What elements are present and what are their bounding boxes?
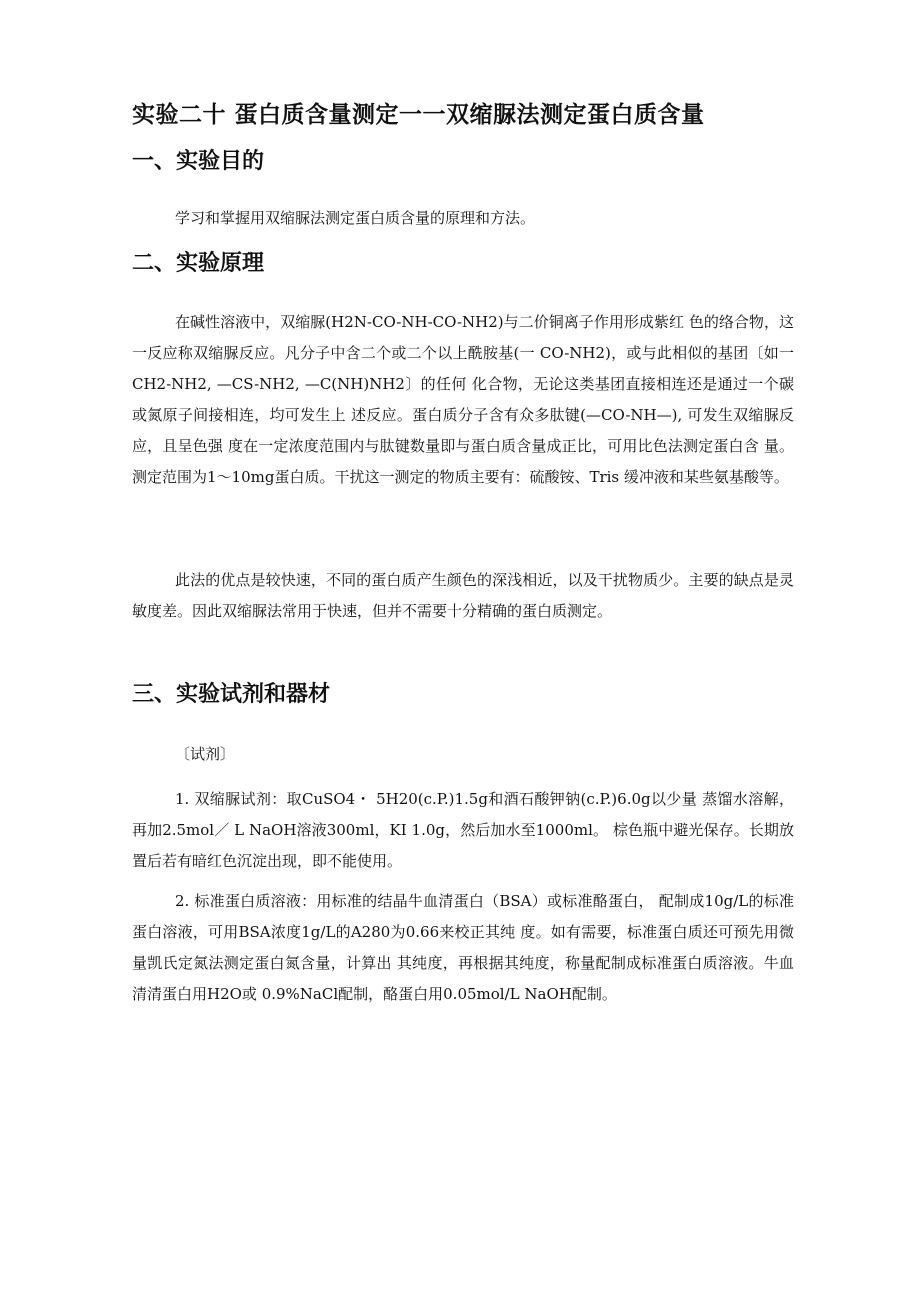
purpose-paragraph: 学习和掌握用双缩脲法测定蛋白质含量的原理和方法。 (175, 209, 536, 227)
reagents-label: 〔试剂〕 (175, 745, 236, 763)
section-heading-reagents: 三、实验试剂和器材 (132, 682, 331, 707)
section-heading-purpose: 一、实验目的 (132, 149, 265, 174)
document-title: 实验二十 蛋白质含量测定一一双缩脲法测定蛋白质含量 (132, 102, 705, 128)
principle-paragraph-1: 在碱性溶液中，双缩脲(H2N-CO-NH-CO-NH2)与二价铜离子作用形成紫红 色的络合物，这一反应称双缩脲反应。凡分子中含二个或二个以上酰胺基(一 CO-NH2)，或与此相似的基团〔如一CH2-NH2, —CS-NH2, —C(NH)NH2〕的任何 化合物，无论这类基团直接相连还是通过一个碳或氮原子间接相连，均可发生上 述反应。蛋白质分子含有众多肽键(—CO-NH—), 可发生双缩脲反应，且呈色强 度在一定浓度范围内与肽键数量即与蛋白质含量成正比，可用比色法测定蛋白含 量。测定范围为1〜10mg蛋白质。干扰这一测定的物质主要有：硫酸铵、Tris 缓冲液和某些氨基酸等。 (132, 313, 794, 486)
section-heading-principle: 二、实验原理 (132, 251, 265, 276)
reagent-item-1: 1. 双缩脲试剂：取CuSO4・ 5H20(c.P.)1.5g和酒石酸钾钠(c.P.)6.0g以少量 蒸馏水溶解，再加2.5mol／ L NaOH溶液300ml，KI 1.0g，然后加水至1000ml。 棕色瓶中避光保存。长期放置后若有暗红色沉淀出现，即不能使用。 (132, 790, 794, 870)
principle-paragraph-2: 此法的优点是较快速，不同的蛋白质产生颜色的深浅相近，以及干扰物质少。主要的缺点是灵敏度差。因此双缩脲法常用于快速，但并不需要十分精确的蛋白质测定。 (132, 571, 794, 620)
reagent-item-2: 2. 标准蛋白质溶液：用标准的结晶牛血清蛋白（BSA）或标准酪蛋白， 配制成10g/L的标准蛋白溶液，可用BSA浓度1g/L的A280为0.66来校正其纯 度。如有需要，标准蛋白质还可预先用微量凯氏定氮法测定蛋白氮含量，计算出 其纯度，再根据其纯度，称量配制成标准蛋白质溶液。牛血清清蛋白用H2O或 0.9%NaCl配制，酪蛋白用0.05mol/L NaOH配制。 (132, 892, 794, 1003)
